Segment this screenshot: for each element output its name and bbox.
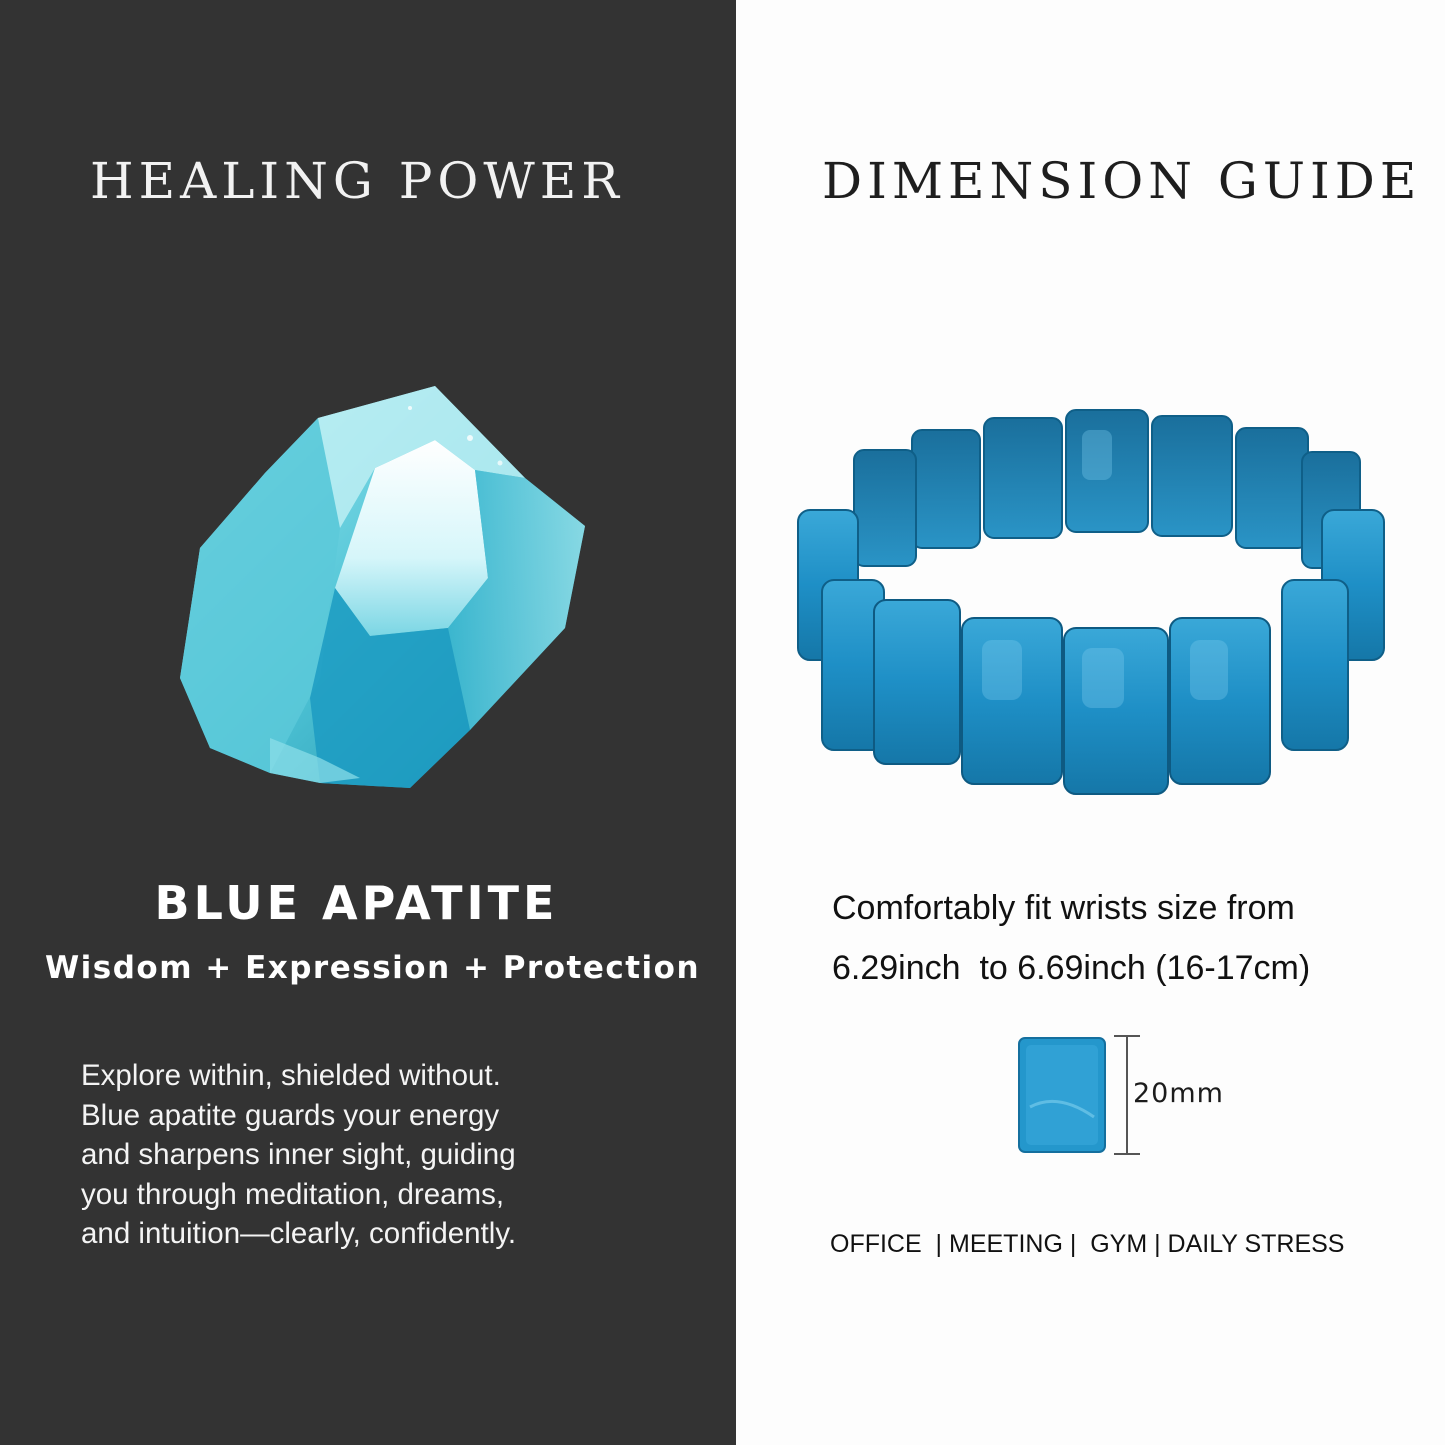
description-line: you through meditation, dreams,: [81, 1177, 505, 1211]
description-line: and intuition—clearly, confidently.: [81, 1217, 517, 1250]
stone-name: BLUE APATITE: [154, 876, 559, 930]
blue-apatite-crystal-image: [170, 378, 590, 798]
bead-dimension-label: 20mm: [1133, 1078, 1224, 1109]
dimension-guide-heading: DIMENSION GUIDE: [822, 152, 1422, 210]
fit-line: 6.29inch to 6.69inch (16-17cm): [832, 949, 1311, 987]
stone-virtues: Wisdom + Expression + Protection: [44, 950, 701, 986]
blue-apatite-bracelet-image: [762, 390, 1408, 798]
occasions-list: OFFICE | MEETING | GYM | DAILY STRESS: [830, 1230, 1345, 1258]
dimension-guide-panel: [736, 0, 1445, 1445]
stone-description: [81, 1056, 681, 1254]
description-line: Explore within, shielded without.: [81, 1059, 501, 1092]
description-line: and sharpens inner sight, guiding: [81, 1138, 516, 1171]
fit-line: Comfortably fit wrists size from: [832, 889, 1295, 927]
wrist-fit-text: [832, 878, 1310, 998]
healing-power-heading: HEALING POWER: [90, 152, 624, 210]
bead-sample-image: [1018, 1037, 1106, 1153]
description-line: Blue apatite guards your energy: [81, 1098, 500, 1132]
